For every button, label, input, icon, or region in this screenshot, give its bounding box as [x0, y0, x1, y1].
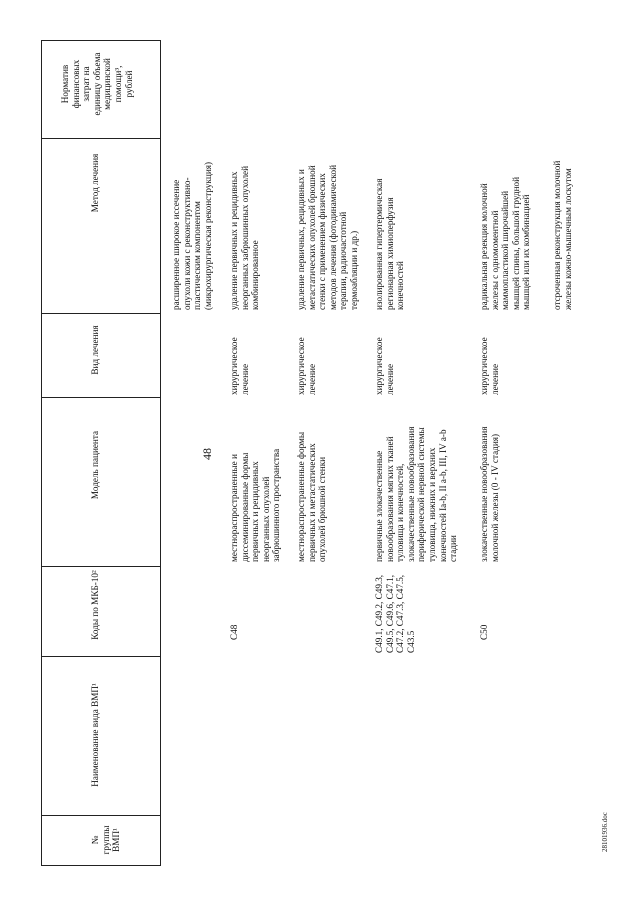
- footer-doc-id: 28101936.doc: [601, 812, 609, 852]
- col-divider-6: [41, 815, 161, 816]
- header-icd-codes: Коды по МКБ-10²: [90, 570, 100, 640]
- row-3-icd: C49.1, C49.2, C49.3, C49.5, C49.6, C47.1, C47.2, C47.3, C47.5, C43.5: [374, 574, 416, 653]
- col-divider-3: [41, 397, 161, 398]
- header-patient-model: Модель пациента: [90, 430, 100, 500]
- row-4-type: хирургическое лечение: [479, 337, 500, 395]
- header-vmp-name: Наименование вида ВМП¹: [90, 683, 100, 787]
- header-treatment-method: Метод лечения: [90, 153, 100, 213]
- col-divider-1: [41, 138, 161, 139]
- row-1-method: удаление первичных и рецидивных неорганных забрюшинных опухолей комбинированное: [229, 165, 261, 310]
- row-1-model: местнораспространенные и диссеминированные формы первичных и рецидивных неорганных опухолей забрюшинного пространства: [229, 448, 282, 562]
- table-header-divider: [160, 40, 161, 865]
- row-4-icd: C50: [479, 624, 489, 640]
- col-divider-5: [41, 656, 161, 657]
- table-left-border: [41, 40, 42, 865]
- row-2-method: удаление первичных, рецидивных и метастатических опухолей брюшной стенки с применением физических методов лечения (фотодинамической терапии, радиочастотной термоабляции и др.): [296, 164, 359, 310]
- col-divider-4: [41, 566, 161, 567]
- row-1-icd: C48: [229, 624, 239, 640]
- row-3-model: первичные злокачественные новообразования мягких тканей туловища и конечностей, злокачественные новообразования периферической нервной системы туловища, нижних и верхних конечностей Ia-b, II a-b, III, IV a-b стадии: [374, 426, 459, 562]
- row-2-type: хирургическое лечение: [296, 337, 317, 395]
- row-3-type: хирургическое лечение: [374, 337, 395, 395]
- table-bottom-border: [41, 865, 161, 866]
- header-group-no: № группы ВМП¹: [90, 825, 122, 855]
- row-2-model: местнораспространенные формы первичных и метастатических опухолей брюшной стенки: [296, 431, 328, 562]
- row-0-method: расширенное широкое иссечение опухоли кожи с реконструктивно- пластическим компонентом (микрохирургическая реконструкция): [171, 161, 213, 310]
- header-cost-norm: Норматив финансовых затрат на единицу объема медицинской помощи³, рублей: [60, 52, 134, 116]
- row-4-method-a: радикальная резекция молочной железы с одномоментной маммопластикой широчайшей мышцей спины, большой грудной мышцей или их комбинацией: [479, 176, 532, 310]
- header-treatment-type: Вид лечения: [90, 325, 100, 375]
- page-number: 48: [200, 448, 214, 460]
- row-1-type: хирургическое лечение: [229, 337, 250, 395]
- row-4-model: злокачественные новообразования молочной железы (0 - IV стадия): [479, 426, 500, 562]
- row-3-method: изолированная гипертермическая регионарная химиоперфузия конечностей: [374, 178, 406, 310]
- row-4-method-b: отсроченная реконструкция молочной железы кожно-мышечным лоскутом: [552, 160, 573, 310]
- col-divider-2: [41, 313, 161, 314]
